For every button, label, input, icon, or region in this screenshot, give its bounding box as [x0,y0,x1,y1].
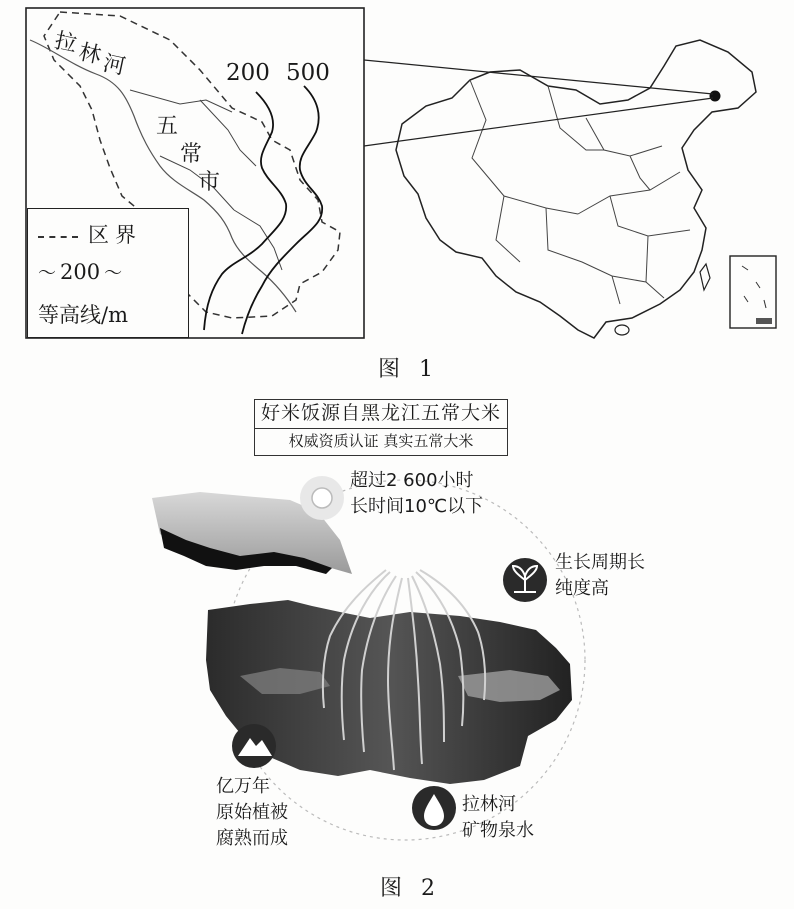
river-label-char: 河 [100,51,128,81]
map-legend [27,208,189,338]
legend-contour-row [38,259,122,285]
feature-line: 亿万年 [216,776,270,797]
feature-temperature [350,468,483,520]
feature-line: 拉林河 [462,794,516,815]
internal-boundary [234,210,282,270]
city-label-char: 五 [156,114,179,139]
feature-line: 长时间10℃以下 [350,496,484,517]
feature-line: 腐熟而成 [216,828,288,849]
river-label-char: 拉 [52,28,80,58]
city-label-char: 常 [180,142,203,167]
sun-icon [300,476,344,520]
wave-symbol: 〜 [104,263,123,284]
sprout-icon [503,558,547,602]
mountain-icon [232,724,276,768]
figure-1-caption: 图 1 [378,357,439,382]
wuchang-location-dot [710,91,721,102]
internal-boundary [130,90,232,112]
wave-symbol: 〜 [38,263,56,284]
south-china-sea-inset [730,256,776,328]
legend-contour-label: 等高线/m [38,303,128,327]
city-label-char: 市 [198,170,221,195]
feature-soil [216,774,288,852]
feature-water [462,792,534,844]
contour-500-label: 500 [286,60,330,86]
feature-line: 生长周期长 [555,552,645,573]
banner-title: 好米饭源自黑龙江五常大米 [254,399,508,429]
hainan-island [615,325,629,335]
feature-line: 原始植被 [216,802,288,823]
dashed-line-symbol [38,236,78,238]
water-drop-icon [412,786,456,830]
feature-line: 矿物泉水 [462,820,534,841]
province-boundaries [470,80,690,304]
south-china-sea-islands [742,266,766,308]
feature-line: 超过2 600小时 [350,470,474,491]
legend-boundary-label: 区界 [88,223,142,247]
connector-line-bottom [364,98,713,146]
legend-boundary-row [38,219,142,249]
feature-line: 纯度高 [555,578,609,599]
china-map-outline [396,40,756,338]
contour-500 [242,86,322,334]
inset-scale-mark [756,318,772,324]
legend-contour-value: 200 [60,260,101,284]
river-label-char: 林 [76,39,104,69]
taiwan-island [700,264,710,290]
contour-200-label: 200 [226,60,270,86]
banner-subtitle: 权威资质认证 真实五常大米 [254,428,508,456]
figure-2-caption: 图 2 [380,876,441,901]
connector-line-top [364,60,713,94]
feature-growth-cycle [555,550,645,602]
